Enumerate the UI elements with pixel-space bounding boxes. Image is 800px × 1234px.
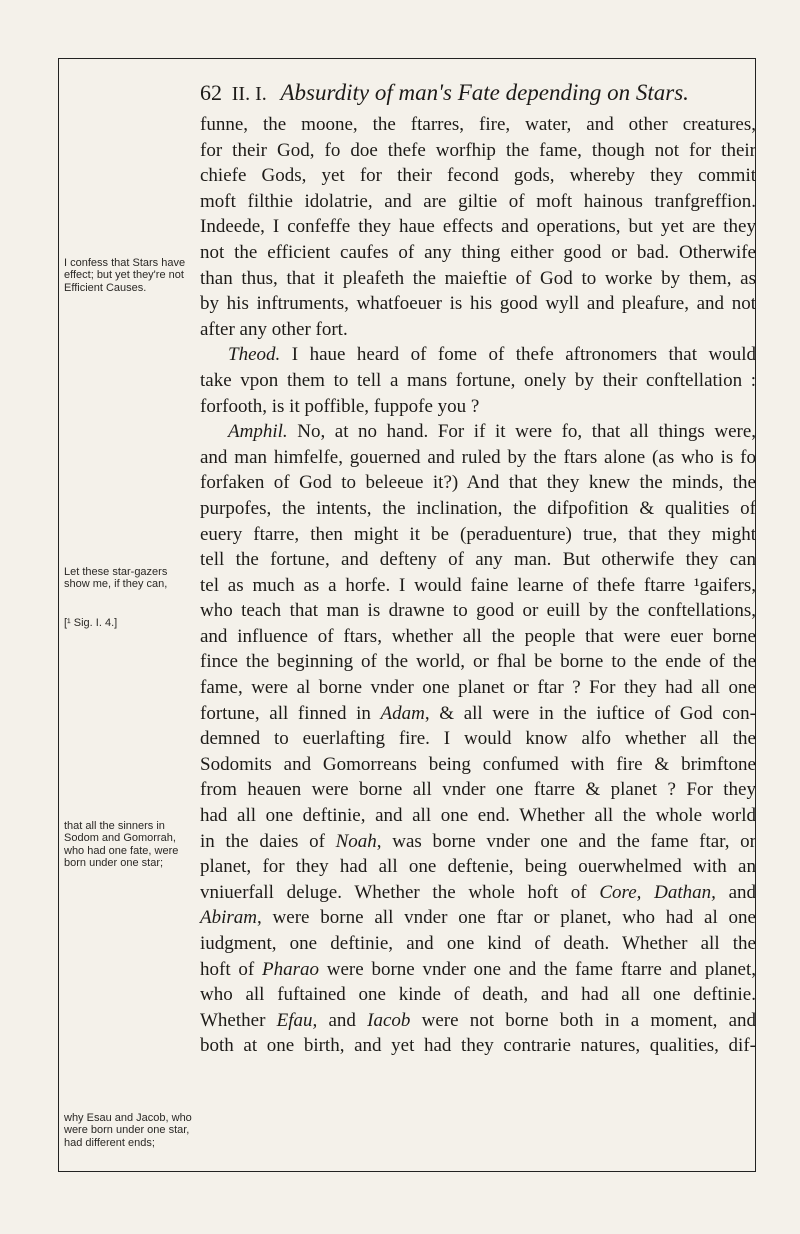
name-dathan: Dathan,	[654, 881, 716, 903]
speaker-theod: Theod.	[228, 344, 281, 366]
speaker-amphil: Amphil.	[228, 421, 288, 443]
text-line	[200, 829, 756, 855]
text-line: than thus, that it pleafeth the maieftie of God to worke by them, as	[200, 267, 756, 289]
text-span: and	[728, 881, 757, 903]
text-span: Whether	[200, 1009, 266, 1031]
text-line: iudgment, one deftinie, and one kind of death. Whether all the	[200, 933, 756, 954]
text-line	[200, 342, 756, 368]
text-line: tel as much as a horfe. I would faine learne of thefe ftarre ¹gaifers,	[200, 574, 756, 596]
text-line	[200, 701, 756, 727]
text-line: after any other fort.	[200, 318, 348, 340]
name-core: Core,	[599, 881, 642, 903]
page-title: Absurdity of man's Fate depending on Stars.	[280, 80, 689, 105]
text-line: and influence of ftars, whether all the people that were euer borne	[200, 625, 756, 647]
text-line	[200, 1008, 756, 1034]
page-number: 62	[200, 80, 222, 105]
text-line: chiefe Gods, yet for their fecond gods, whereby they commit	[200, 165, 756, 187]
section-number: II. I.	[231, 83, 267, 105]
text-line: for their God, fo doe thefe worfhip the fame, though not for their	[200, 139, 756, 161]
margin-note-signature: [¹ Sig. I. 4.]	[64, 617, 118, 629]
margin-note-star-gazers: Let these star-gazers show me, if they can,	[64, 566, 168, 591]
margin-note-efficient-causes: I confess that Stars have effect; but yet they're not Efficient Causes.	[64, 257, 186, 294]
text-line	[200, 905, 756, 931]
text-line: who all fuftained one kinde of death, and had all one deftinie.	[200, 984, 756, 1006]
text-line: take vpon them to tell a mans fortune, onely by their conftellation :	[200, 369, 756, 391]
text-line: euery ftarre, then might it be (peraduenture) true, that they might	[200, 523, 756, 545]
text-span: , & all were in the iuftice of God con-	[424, 702, 757, 724]
text-span: , were borne all vnder one ftar or planet, who had al one	[257, 907, 756, 929]
text-span: and	[328, 1009, 356, 1031]
text-line: by his inftruments, whatfoeuer is his good wyll and pleafure, and not	[200, 293, 756, 315]
text-span: in the daies of	[200, 830, 325, 852]
name-iacob: Iacob	[367, 1009, 411, 1031]
name-esau: Efau,	[276, 1009, 318, 1031]
text-line: tell the fortune, and defteny of any man. But otherwife they can	[200, 549, 756, 571]
text-span: , was borne vnder one and the fame ftar, or	[376, 830, 757, 852]
text-line: from heauen were borne all vnder one ftarre & planet ? For they	[200, 779, 756, 801]
text-span: vniuerfall deluge. Whether the whole hoft of	[200, 881, 587, 903]
text-line	[200, 957, 756, 983]
text-span: I haue heard of fome of thefe aftronomers that would	[291, 344, 757, 366]
margin-note-sodom: that all the sinners in Sodom and Gomorrah, who had one fate, were born under one star;	[64, 820, 179, 870]
text-line: forfooth, is it poffible, fuppofe you ?	[200, 395, 480, 417]
text-line	[200, 880, 756, 906]
text-line	[200, 419, 756, 445]
text-span: hoft of	[200, 958, 255, 980]
text-line: funne, the moone, the ftarres, fire, water, and other creatures,	[200, 114, 756, 135]
text-line: had all one deftinie, and all one end. Whether all the whole world	[200, 805, 756, 827]
text-line: who teach that man is drawne to good or euill by the conftellations,	[200, 600, 756, 622]
text-line: fince the beginning of the world, or fhal be borne to the ende of the	[200, 651, 756, 673]
text-span: fortune, all finned in	[200, 702, 371, 724]
margin-note-esau-jacob: why Esau and Jacob, who were born under one star, had different ends;	[64, 1112, 192, 1149]
text-line: purpofes, the intents, the inclination, the difpofition & qualities of	[200, 497, 756, 519]
name-abiram: Abiram	[200, 907, 257, 929]
text-line: and man himfelfe, gouerned and ruled by the ftars alone (as who is fo	[200, 446, 756, 468]
running-header	[200, 80, 760, 106]
text-line: moft filthie idolatrie, and are giltie of moft hainous tranfgreffion.	[200, 190, 756, 212]
text-span: were borne vnder one and the fame ftarre and planet,	[326, 958, 757, 980]
name-noah: Noah	[335, 830, 377, 852]
text-line: Sodomits and Gomorreans being confumed with fire & brimftone	[200, 753, 756, 775]
text-span: No, at no hand. For if it were fo, that all things were,	[297, 421, 757, 443]
text-line: demned to euerlafting fire. I would know alfo whether all the	[200, 728, 756, 750]
text-line: planet, for they had all one deftenie, being ouerwhelmed with an	[200, 856, 756, 878]
name-pharao: Pharao	[262, 958, 319, 980]
body-text	[200, 112, 756, 1059]
text-line: not the efficient caufes of any thing either good or bad. Otherwife	[200, 241, 756, 263]
text-line: both at one birth, and yet had they contrarie natures, qualities, dif-	[200, 1035, 756, 1057]
name-adam: Adam	[380, 702, 425, 724]
text-line: forfaken of God to beleeue it?) And that they knew the minds, the	[200, 472, 756, 494]
text-line: Indeede, I confeffe they haue effects and operations, but yet are they	[200, 216, 756, 238]
text-span: were not borne both in a moment, and	[421, 1009, 757, 1031]
text-line: fame, were al borne vnder one planet or ftar ? For they had all one	[200, 677, 756, 699]
